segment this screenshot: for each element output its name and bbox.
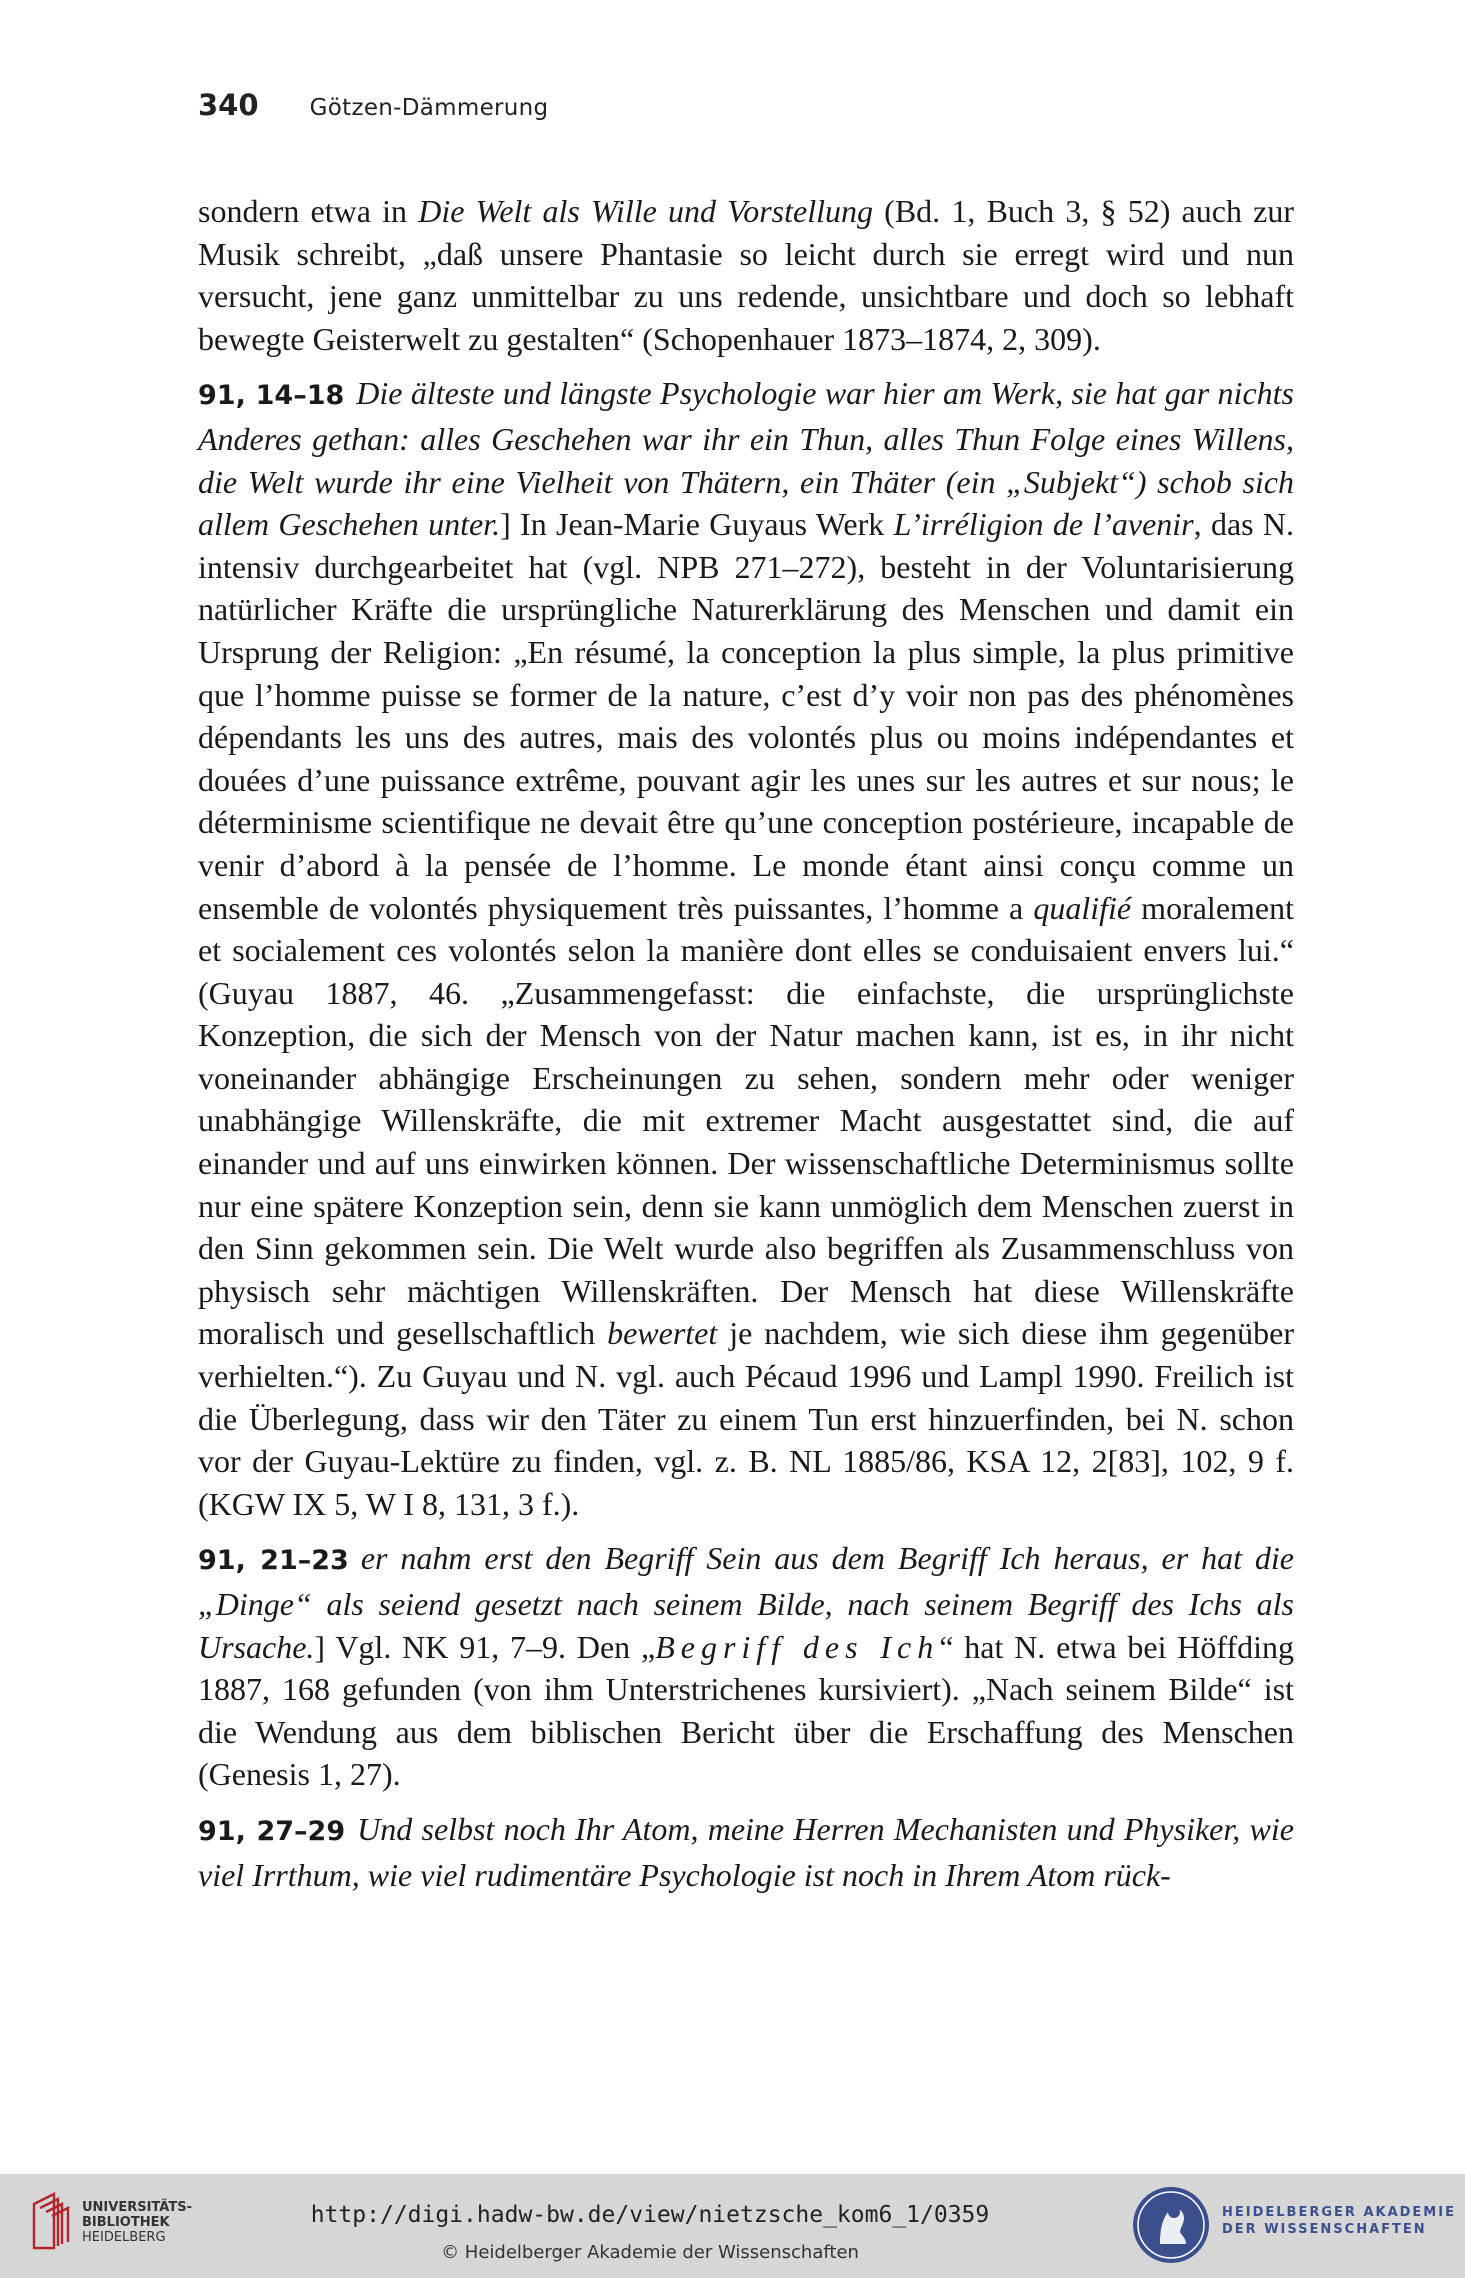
page-number: 340 — [198, 88, 259, 122]
text-run: (Bd. 1, Buch 3, § 52) auch zur Musik schreibt, „daß unsere Phantasie so leicht durch sie erregt wird und nun versucht, jene ganz unmittelbar zu uns redende, unsichtbare und doch so lebhaft bewegte Geisterwelt zu gestalten“ (Schopenhauer 1873–1874, 2, 309). — [198, 193, 1295, 357]
italic-word: bewertet — [607, 1315, 718, 1352]
text-run: sondern etwa in — [198, 193, 419, 229]
lemma-quote: Die älteste und längste Psychologie war hier am Werk, sie hat gar nichts Anderes gethan: alles Geschehen war ihr ein Thun, alles Thun Folge eines Willens, die Welt wurde ihr eine Vielheit von Thätern, ein Thäter (ein „Subjekt“) schob sich allem Geschehen unter. — [198, 375, 1294, 543]
running-title: Götzen-Dämmerung — [309, 95, 549, 121]
running-header — [198, 88, 1298, 128]
italic-title: L’irréligion de l’avenir — [893, 506, 1194, 543]
italic-word: qualifié — [1033, 889, 1132, 926]
commentary-entry-91-27 — [198, 1808, 1294, 1896]
commentary-entry-91-21 — [198, 1537, 1294, 1796]
line-reference: 91, 27–29 — [198, 1815, 346, 1847]
commentary-entry-91-14 — [198, 372, 1294, 1525]
text-run: , das N. intensiv durchgearbeitet hat (vgl. NPB 271–272), besteht in der Voluntarisierung natürlicher Kräfte die ursprüngliche Naturerklärung des Menschen und damit ein Ursprung der Religion: „En résumé, la conception la plus simple, la plus primitive que l’homme puisse se former de la nature, c’est d’y voir non pas des phénomènes dépendants les uns des autres, mais des volontés plus ou moins indépendantes et douées d’une puissance extrême, pouvant agir les unes sur les autres et sur nous; le déterminisme scientifique ne devait être qu’une conception postérieure, incapable de venir d’abord à la pensée de l’homme. Le monde étant ainsi conçu comme un ensemble de volontés physiquement très puissantes, l’homme a — [198, 506, 1295, 926]
paragraph-1 — [198, 190, 1294, 360]
text-run: je nachdem, wie sich diese ihm gegenüber verhielten.“). Zu Guyau und N. vgl. auch Pécaud 1996 und Lampl 1990. Freilich ist die Überlegung, dass wir den Täter zu einem Tun erst hinzuerfinden, bei N. schon vor der Guyau-Lektüre zu finden, vgl. z. B. NL 1885/86, KSA 12, 2[83], 102, 9 f. (KGW IX 5, W I 8, 131, 3 f.). — [198, 1315, 1295, 1522]
university-library-logo — [30, 2188, 200, 2260]
line-reference: 91, 14–18 — [198, 380, 345, 412]
text-run: ] Vgl. NK 91, 7–9. Den „ — [314, 1628, 656, 1665]
spaced-italic-term: Begriff des Ich — [655, 1628, 940, 1665]
text-run: ] In Jean-Marie Guyaus Werk — [500, 506, 894, 543]
footer-band — [0, 2174, 1465, 2278]
text-run: moralement et socialement ces volontés selon la manière dont elles se conduisaient envers lui.“ (Guyau 1887, 46. „Zusammengefasst: die einfachste, die ursprünglichste Konzeption, die sich der Mensch von der Natur machen kann, ist es, in ihr nicht voneinander abhängige Erscheinungen zu sehen, sondern mehr oder weniger unabhängige Willenskräfte, die mit extremer Macht ausgestattet sind, die auf einander und auf uns einwirken können. Der wissenschaftliche Determinismus sollte nur eine spätere Konzeption sein, denn sie kann unmöglich dem Menschen zuerst in den Sinn gekommen sein. Die Welt wurde also begriffen als Zusammenschluss von physisch sehr mächtigen Willenskräften. Der Mensch hat diese Willenskräfte moralisch und gesellschaftlich — [198, 889, 1295, 1352]
copyright-notice: © Heidelberger Akademie der Wissenschaften — [441, 2242, 859, 2263]
library-name: UNIVERSITÄTS- BIBLIOTHEK HEIDELBERG — [82, 2200, 192, 2245]
library-emblem-icon — [30, 2190, 74, 2252]
academy-seal-icon — [1130, 2182, 1212, 2268]
lemma-quote: Und selbst noch Ihr Atom, meine Herren Mechanisten und Physiker, wie viel Irrthum, wie viel rudimentäre Psychologie ist noch in Ihrem Atom rück- — [198, 1810, 1294, 1893]
lemma-quote: er nahm erst den Begriff Sein aus dem Begriff Ich heraus, er hat die „Dinge“ als seiend gesetzt nach seinem Bilde, nach seinem Begriff des Ichs als Ursache. — [198, 1540, 1294, 1665]
page-body — [198, 190, 1294, 1908]
italic-title: Die Welt als Wille und Vorstellung — [418, 193, 873, 229]
text-run: “ hat N. etwa bei Höffding 1887, 168 gefunden (von ihm Unterstrichenes kursiviert). „Nach seinem Bilde“ ist die Wendung aus dem biblischen Bericht über die Erschaffung des Menschen (Genesis 1, 27). — [198, 1628, 1295, 1793]
academy-name: HEIDELBERGER AKADEMIE DER WISSENSCHAFTEN — [1222, 2205, 1456, 2237]
permalink-url[interactable]: http://digi.hadw-bw.de/view/nietzsche_kom6_1/0359 — [310, 2202, 990, 2228]
line-reference: 91, 21–23 — [198, 1545, 349, 1577]
